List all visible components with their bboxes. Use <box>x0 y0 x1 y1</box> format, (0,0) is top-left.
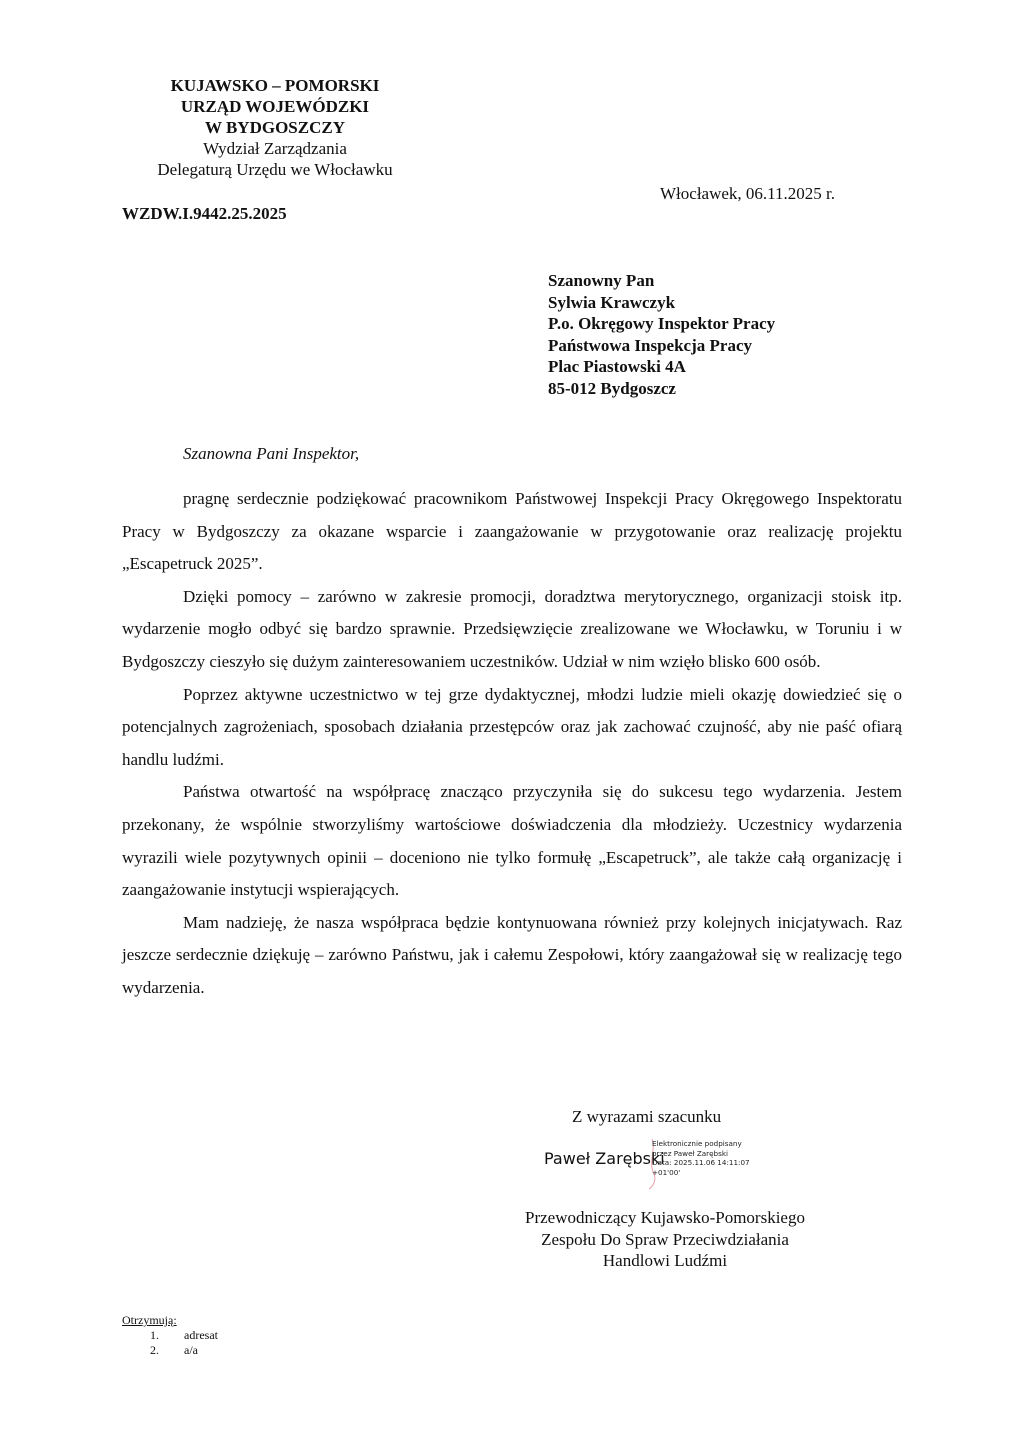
distribution-number: 1. <box>150 1328 159 1342</box>
distribution-text: a/a <box>184 1343 198 1357</box>
issuer-department: Wydział Zarządzania <box>203 139 347 158</box>
distribution-item <box>122 1343 218 1358</box>
recipient-line: Sylwia Krawczyk <box>548 292 676 312</box>
distribution-item <box>122 1328 218 1343</box>
signature-detail: Data: 2025.11.06 14:11:07 <box>652 1158 750 1168</box>
signature-details <box>652 1139 750 1177</box>
closing-phrase: Z wyrazami szacunku <box>572 1107 722 1126</box>
body-paragraph: Dzięki pomocy – zarówno w zakresie promocji, doradztwa merytorycznego, organizacji stoisk itp. wydarzenie mogło odbyć się bardzo sprawnie. Przedsięwzięcie zrealizowane we Włocławku, w Toruniu i w Bydgoszczy cieszyło się dużym zainteresowaniem uczestników. Udział w nim wzięło blisko 600 osób. <box>122 586 902 671</box>
issuer-delegation: Delegaturą Urzędu we Włocławku <box>157 160 393 179</box>
letter-date: Włocławek, 06.11.2025 r. <box>660 184 835 203</box>
recipient-line: P.o. Okręgowy Inspektor Pracy <box>548 314 776 333</box>
issuer-line: URZĄD WOJEWÓDZKI <box>180 97 370 116</box>
signer-title-line: Handlowi Ludźmi <box>602 1251 728 1270</box>
body-paragraph: Mam nadzieję, że nasza współpraca będzie kontynuowana również przy kolejnych inicjatywach. Raz jeszcze serdecznie dziękuję – zarówno Państwu, jak i całemu Zespołowi, który zaangażował się w realizację tego wydarzenia. <box>122 912 902 997</box>
issuer-header <box>100 75 450 180</box>
distribution-list <box>122 1313 218 1358</box>
distribution-number: 2. <box>150 1343 159 1357</box>
body-paragraph: Państwa otwartość na współpracę znacząco przyczyniła się do sukcesu tego wydarzenia. Jestem przekonany, że wspólnie stworzyliśmy wartościowe doświadczenia dla młodzieży. Uczestnicy wydarzenia wyrazili wiele pozytywnych opinii – doceniono nie tylko formułę „Escapetruck”, ale także całą organizację i zaangażowanie instytucji wspierających. <box>122 782 902 900</box>
signature-name: Paweł Zarębski <box>544 1149 665 1168</box>
distribution-text: adresat <box>184 1328 218 1342</box>
distribution-label: Otrzymują: <box>122 1313 177 1327</box>
issuer-line: W BYDGOSZCZY <box>205 118 345 137</box>
electronic-signature <box>544 1138 774 1188</box>
letter-body <box>122 483 902 1005</box>
body-paragraph: pragnę serdecznie podziękować pracownikom Państwowej Inspekcji Pracy Okręgowego Inspektoratu Pracy w Bydgoszczy za okazane wsparcie i zaangażowanie w przygotowanie oraz realizację projektu „Escapetruck 2025”. <box>122 489 902 574</box>
signer-title-line: Przewodniczący Kujawsko-Pomorskiego <box>525 1208 805 1227</box>
signer-title-line: Zespołu Do Spraw Przeciwdziałania <box>541 1229 789 1249</box>
signature-detail: Elektronicznie podpisany <box>652 1139 742 1148</box>
reference-number: WZDW.I.9442.25.2025 <box>122 204 287 223</box>
salutation: Szanowna Pani Inspektor, <box>183 444 360 463</box>
recipient-line: Szanowny Pan <box>548 271 655 290</box>
recipient-line: Plac Piastowski 4A <box>548 357 686 376</box>
signature-detail: +01'00' <box>652 1167 681 1177</box>
signature-detail: przez Paweł Zarębski <box>652 1148 728 1158</box>
body-paragraph: Poprzez aktywne uczestnictwo w tej grze dydaktycznej, młodzi ludzie mieli okazję dowiedzieć się o potencjalnych zagrożeniach, sposobach działania przestępców oraz jak zachować czujność, aby nie paść ofiarą handlu ludźmi. <box>122 684 902 769</box>
recipient-address <box>548 270 775 399</box>
recipient-line: Państwowa Inspekcja Pracy <box>548 335 752 355</box>
recipient-line: 85-012 Bydgoszcz <box>548 378 676 398</box>
issuer-line: KUJAWSKO – POMORSKI <box>170 76 380 95</box>
signer-title <box>480 1207 850 1272</box>
